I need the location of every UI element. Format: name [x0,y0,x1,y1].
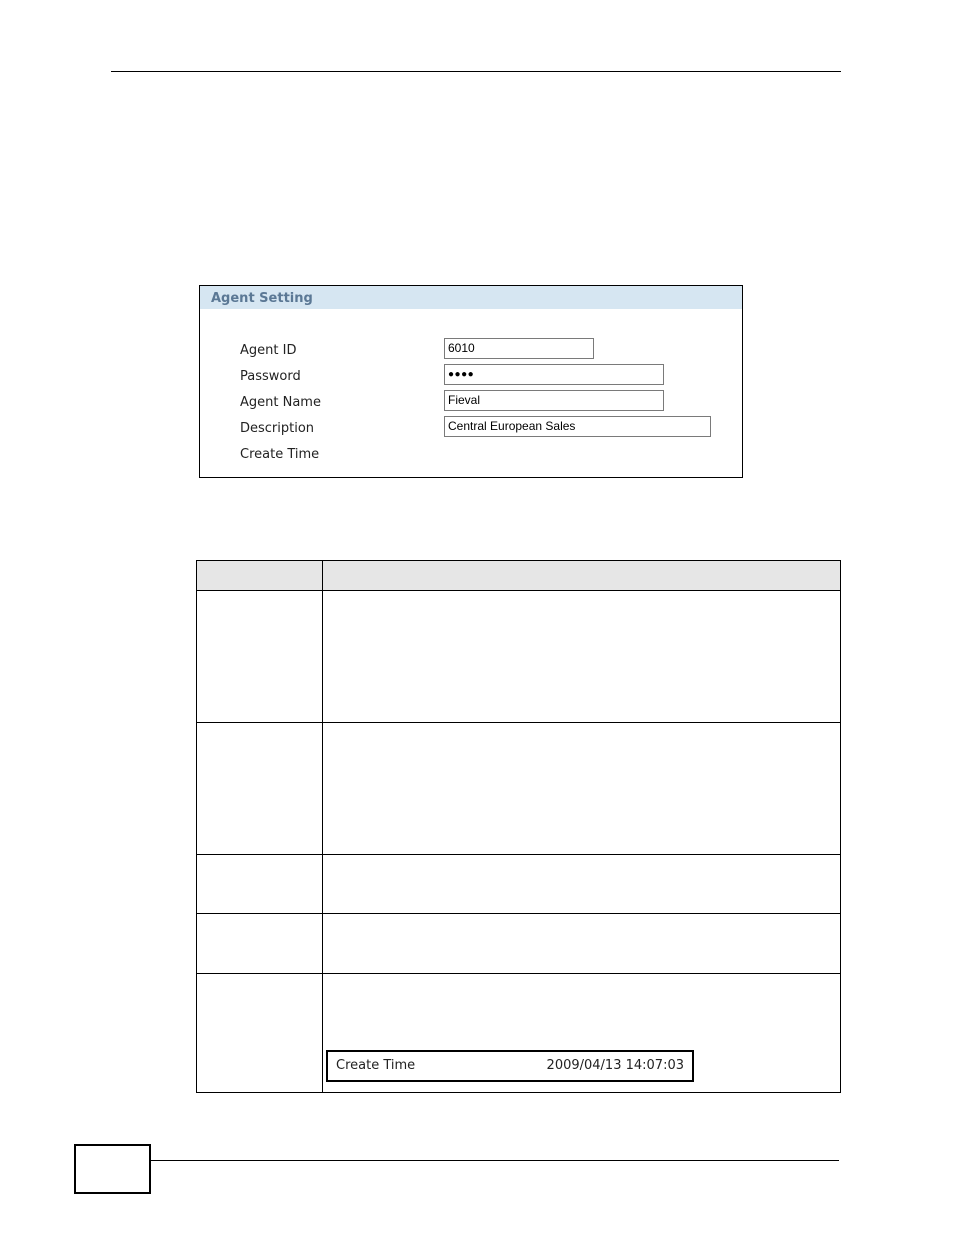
field-description-table [196,560,841,1093]
page-number-box [74,1144,151,1194]
create-time-label: Create Time [240,447,320,462]
agent-name-input[interactable]: Fieval [444,390,664,411]
panel-title: Agent Setting [200,286,742,309]
table-row [197,914,841,974]
agent-setting-panel [199,285,743,478]
header-rule [111,71,841,72]
description-label: Description [240,421,315,436]
password-label: Password [240,369,301,384]
table-row [197,591,841,723]
table-header-row [197,561,841,591]
table-cell-label [197,591,323,723]
table-cell-description [323,855,841,914]
password-input[interactable]: ●●●● [444,364,664,385]
table-cell-label [197,914,323,974]
agent-id-input[interactable]: 6010 [444,338,594,359]
table-row [197,723,841,855]
table-cell-label [197,855,323,914]
table-cell-label [197,974,323,1093]
create-time-example-value: 2009/04/13 14:07:03 [546,1058,684,1073]
table-header-description [323,561,841,591]
create-time-example [326,1050,694,1082]
description-input[interactable]: Central European Sales [444,416,711,437]
table-cell-label [197,723,323,855]
table-cell-description [323,723,841,855]
agent-name-label: Agent Name [240,395,321,410]
table-header-label [197,561,323,591]
footer-rule [151,1160,839,1161]
agent-id-label: Agent ID [240,343,297,358]
table-cell-description [323,591,841,723]
table-cell-description [323,914,841,974]
table-row [197,855,841,914]
create-time-example-label: Create Time [336,1058,416,1073]
